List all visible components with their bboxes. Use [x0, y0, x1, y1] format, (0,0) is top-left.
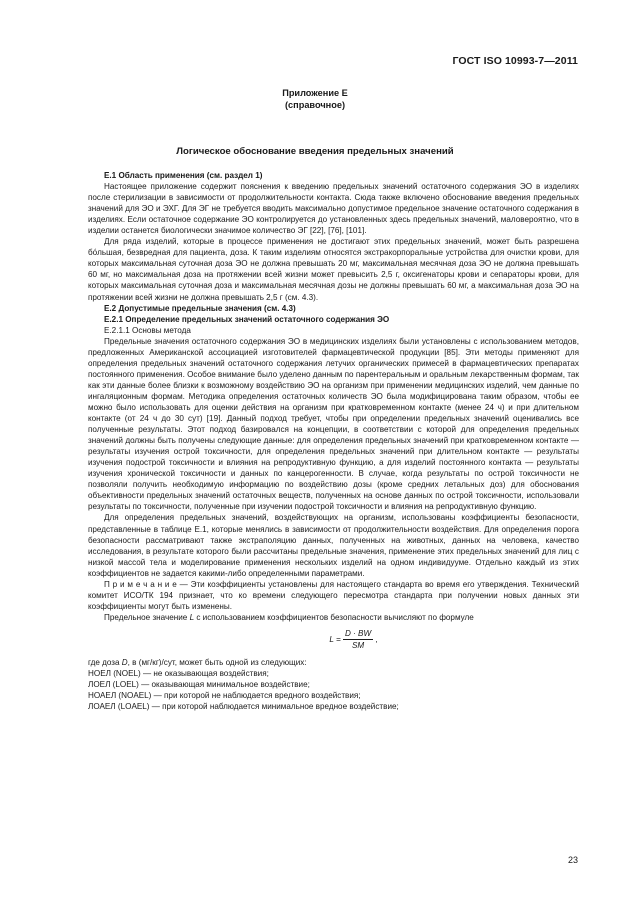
page-number: 23 [567, 855, 578, 865]
e1-paragraph-2: Для ряда изделий, которые в процессе применения не достигают этих предельных значений, может быть разрешена бо́льшая, безвредная для пациента, доза. К таким изделиям относятся экстракорпоральные устройства для очистки крови, для которых максимальная суточная доза ЭО не должна превышать 20 мг, максимальная месячная доза ЭО не должна превышать 60 мг, но максимальная доза на протяжении всей жизни может превысить 2,5 г, оксигенаторы крови и сепараторы крови, для которых максимальная суточная доза и максимальная месячная дозы не должны превышать 60 мг, а максимальная доза ЭО на протяжении всей жизни не должна превышать 2,5 г (см. 4.3). [88, 237, 579, 302]
e2-heading: Е.2 Допустимые предельные значения (см. 4.3) [104, 303, 296, 313]
where-text: где доза [88, 657, 122, 667]
document-body [88, 170, 579, 712]
e1-paragraph-1: Настоящее приложение содержит пояснения к введению предельных значений остаточного содержания ЭО в изделиях после стерилизации в зависимости от продолжительности контакта. Сюда также включено обоснование введения предельных значений для ЭО и ЭХГ. Для ЭГ не требуется вводить максимально допустимое предельное значение остаточного содержания в изделиях. Если остаточное содержание ЭО контролируется до установленных здесь предельных значений, маловероятно, что в изделии останется биологически значимое количество ЭГ [22], [76], [101]. [88, 182, 579, 236]
def-loel: ЛОЕЛ (LOEL) — оказывающая минимальное воздействие; [88, 680, 310, 690]
note [88, 579, 579, 612]
formula-tail: , [375, 634, 378, 644]
formula-intro-variable: L [189, 612, 195, 622]
annex-heading [0, 88, 630, 111]
where-variable: D [121, 657, 128, 667]
e211-heading: Е.2.1.1 Основы метода [104, 325, 191, 335]
formula-intro [88, 612, 579, 623]
def-noel: НОЕЛ (NOEL) — не оказывающая воздействия; [88, 668, 269, 678]
formula-intro-text-end: с использованием коэффициентов безопасности вычисляют по формуле [194, 612, 474, 622]
where-text-end: , в (мг/кг)/сут, может быть одной из следующих: [127, 657, 307, 667]
standard-header: ГОСТ ISO 10993-7—2011 [452, 55, 578, 67]
note-label: П р и м е ч а н и е [104, 579, 177, 589]
e21-heading: Е.2.1 Определение предельных значений остаточного содержания ЭО [104, 314, 390, 324]
def-loael: ЛОАЕЛ (LOAEL) — при которой наблюдается минимальное вредное воздействие; [88, 702, 399, 712]
annex-subtitle: (справочное) [284, 99, 345, 110]
formula-numerator: D · BW [344, 629, 372, 639]
formula-denominator: SM [351, 641, 365, 651]
section-title: Логическое обоснование введения предельных значений [176, 146, 454, 157]
e2-paragraph-2: Для определения предельных значений, воздействующих на организм, использованы коэффициенты безопасности, представленные в таблице Е.1, которые менялись в зависимости от продолжительности воздействия. Для определения порога безопасности рассматривают также экстраполяцию данных, полученных на животных, данных на человека, качество исследования, в результате которого были рассчитаны предельные значения, применение этих предельных значений для лиц с низкой массой тела и моделирование применения нескольких изделий на одном индивидууме. Отдельно каждый из этих коэффициентов не задается какими-либо определенными параметрами. [88, 513, 579, 578]
def-noael: НОАЕЛ (NOAEL) — при которой не наблюдается вредного воздействия; [88, 691, 361, 701]
formula-fraction [343, 628, 373, 651]
formula-intro-text: Предельное значение [104, 612, 190, 622]
where-line [88, 657, 579, 668]
e1-heading: Е.1 Область применения (см. раздел 1) [104, 171, 263, 180]
e2-paragraph-1: Предельные значения остаточного содержания ЭО в медицинских изделиях были установлены с использованием методов, предложенных Американской ассоциацией изготовителей фармацевтической продукции [85]. Эти методы применяют для определения предельных значений остаточного содержания летучих органических примесей в фармацевтических препаратах постоянного применения. Особое внимание было уделено данным по парентеральным и оральным лекарственным формам, так как эти данные более близки к возможному воздействию ЭО на организм при применении медицинских изделий, чем данные по ингаляционным формам. Методика определения остаточных количеств ЭО была модифицирована таким образом, чтобы ее можно было использовать для оценки действия на организм при кратковременном контакте (менее 24 ч) и при длительном контакте (от 24 ч до 30 сут) [19]. Данный подход требует, чтобы при определении предельных значений оценивались все полученные результаты. Этот подход базировался на концепции, в соответствии с которой для определения предельных значений должны быть получены следующие данные: для определения предельных значений при кратковременном контакте — результаты изучения острой токсичности, для определения предельных значений при длительном контакте — результаты изучения подострой токсичности и влияния на репродуктивную функцию, а для изделий постоянного контакта — результаты изучения хронической токсичности и данных по канцерогенности. В случае, когда результаты по острой токсичности не позволяли получить необходимую информацию по воздействию дозы (кроме средних летальных доз) для обоснования объективности предельных значений остаточных веществ, полученных на основе данных по острой токсичности, использовали результаты по токсичности, полученные при изучении подострой токсичности и влияния на репродуктивную функцию. [88, 336, 579, 512]
formula [88, 623, 579, 657]
formula-lhs: L = [329, 634, 341, 644]
annex-title: Приложение Е [282, 88, 348, 98]
note-text: — Эти коэффициенты установлены для настоящего стандарта во время его утверждения. Технический комитет ИСО/ТК 194 признает, что ко времени следующего пересмотра стандарта при получении новых данных эти коэффициенты могут быть изменены. [88, 579, 579, 611]
